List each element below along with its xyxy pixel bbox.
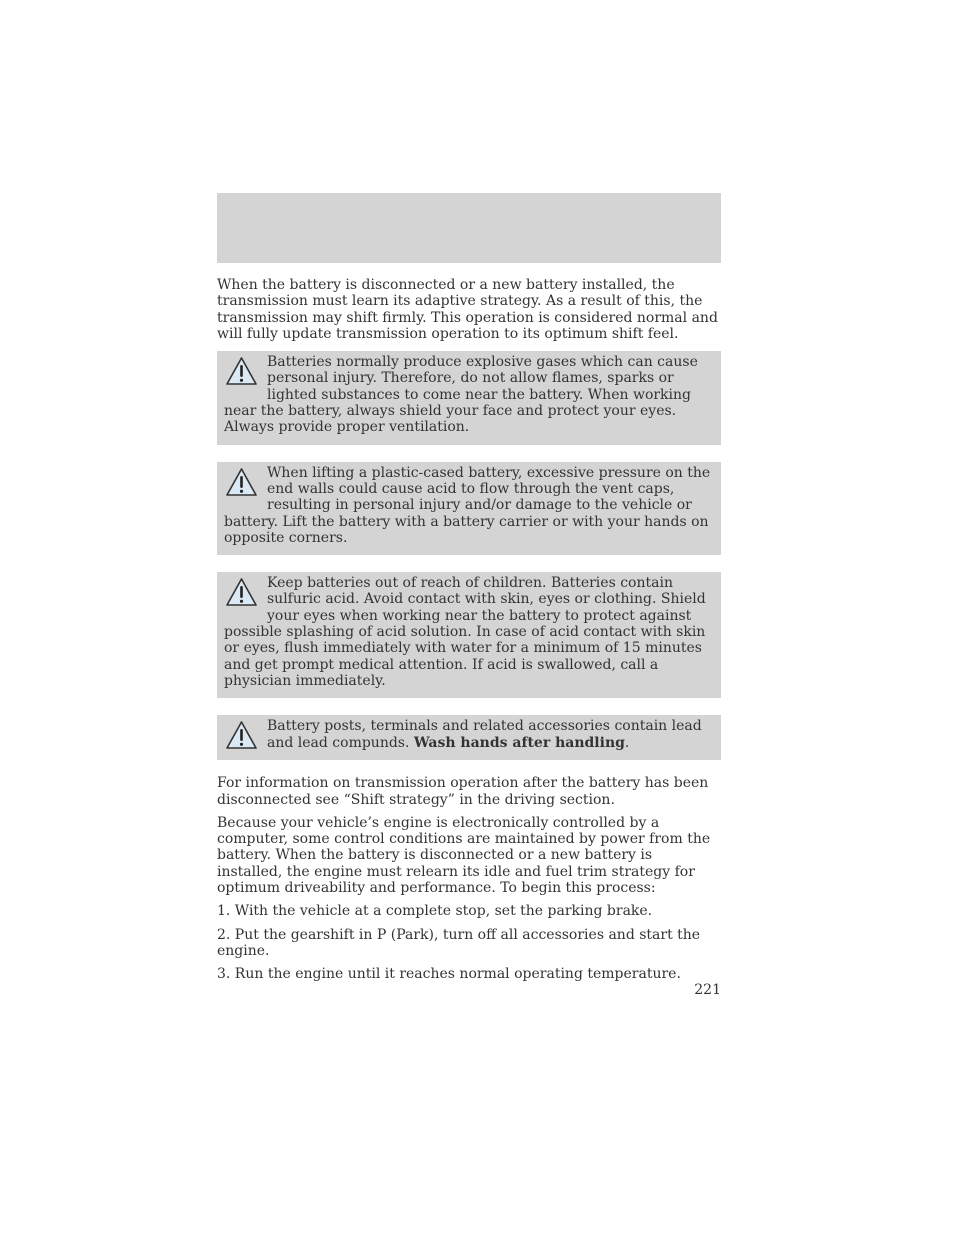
warning-text: [224, 718, 715, 751]
relearn-paragraph: Because your vehicle’s engine is electronically controlled by a computer, some control conditions are maintained by power from the battery. When the battery is disconnected or a new battery is installed, the engine must relearn its idle and fuel trim strategy for optimum driveability and performance. To begin this process:: [217, 814, 711, 897]
warning-triangle-icon: [224, 719, 259, 752]
warning-text-end: .: [624, 734, 630, 751]
step-item: 1. With the vehicle at a complete stop, set the parking brake.: [217, 903, 653, 920]
intro-paragraph: When the battery is disconnected or a new battery installed, the transmission must learn its adaptive strategy. As a result of this, the transmission may shift firmly. This operation is considered normal and will fully update transmission operation to its optimum shift feel.: [217, 277, 718, 342]
warning-text-plain: Battery posts, terminals and related accessories contain lead and lead compunds.: [267, 718, 702, 751]
warning-box-children-acid: [217, 572, 721, 698]
warning-triangle-icon: [224, 355, 259, 388]
step-item: 2. Put the gearshift in P (Park), turn off all accessories and start the engine.: [217, 926, 701, 959]
warning-text: When lifting a plastic-cased battery, excessive pressure on the end walls could cause acid to flow through the vent caps, resulting in personal injury and/or damage to the vehicle or battery. Lift the battery with a battery carrier or with your hands on opposite corners.: [224, 464, 711, 546]
warning-triangle-icon: [224, 466, 259, 499]
warning-text: Batteries normally produce explosive gases which can cause personal injury. Therefore, do not allow flames, sparks or lighted substances to come near the battery. When working near the battery, always shield your face and protect your eyes. Always provide proper ventilation.: [224, 354, 698, 436]
warning-box-explosive-gases: [217, 351, 721, 444]
warning-triangle-icon: [224, 576, 259, 609]
page-content: [217, 277, 721, 990]
step-item: 3. Run the engine until it reaches normal operating temperature.: [217, 966, 681, 983]
warning-box-lifting-battery: [217, 462, 721, 555]
warning-text-bold: Wash hands after handling: [413, 734, 625, 751]
shift-strategy-paragraph: For information on transmission operation after the battery has been disconnected see “Shift strategy” in the driving section.: [217, 775, 709, 808]
warning-box-lead: [217, 715, 721, 760]
warning-text: Keep batteries out of reach of children. Batteries contain sulfuric acid. Avoid contact with skin, eyes or clothing. Shield your eyes when working near the battery to protect against possible splashing of acid solution. In case of acid contact with skin or eyes, flush immediately with water for a minimum of 15 minutes and get prompt medical attention. If acid is swallowed, call a physician immediately.: [224, 575, 706, 689]
page-number: 221: [694, 982, 721, 998]
section-header-band: [217, 193, 721, 263]
